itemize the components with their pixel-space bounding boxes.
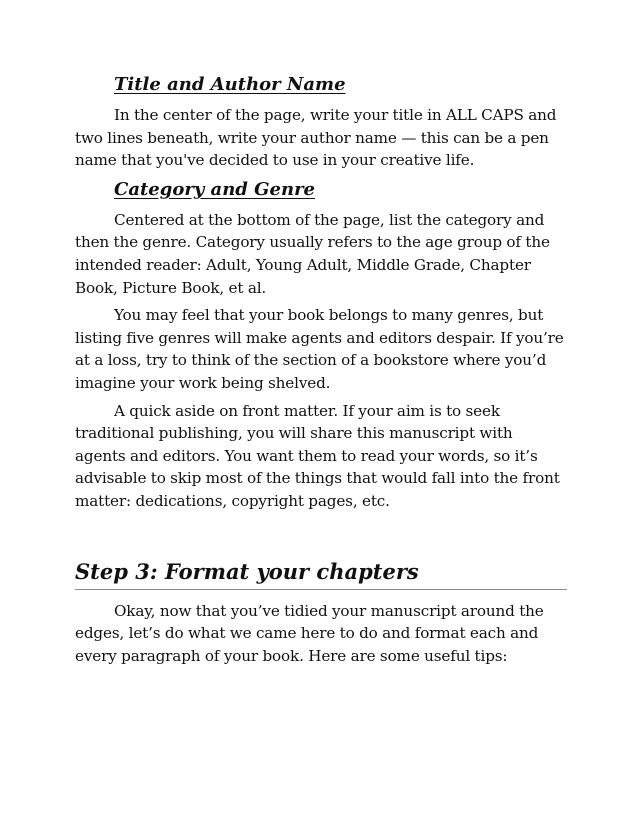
- title-author-paragraph: In the center of the page, write your title in ALL CAPS and two lines beneath, write your author name — this can be a pen name that you've decided to use in your creative life.: [75, 106, 557, 170]
- category-genre-heading: Category and Genre: [114, 178, 316, 200]
- category-genre-paragraph-1: Centered at the bottom of the page, list the category and then the genre. Category usually refers to the age group of the intended reader: Adult, Young Adult, Middle Grade, Chapter Book, Picture Book, et al.: [75, 210, 550, 297]
- step-3-heading: Step 3: Format your chapters: [75, 557, 567, 590]
- title-author-heading: Title and Author Name: [114, 74, 346, 95]
- document-page: [75, 72, 567, 672]
- step-3-paragraph: Okay, now that you’ve tidied your manuscript around the edges, let’s do what we came here to do and format each and every paragraph of your book. Here are some useful tips:: [75, 601, 544, 665]
- category-genre-paragraph-3: A quick aside on front matter. If your aim is to seek traditional publishing, you will share this manuscript with agents and editors. You want them to read your words, so it’s advisable to skip most of the things that would fall into the front matter: dedications, copyright pages, etc.: [75, 401, 560, 510]
- category-genre-paragraph-2: You may feel that your book belongs to many genres, but listing five genres will make agents and editors despair. If you’re at a loss, try to think of the section of a bookstore where you’d imagine your work being shelved.: [75, 306, 564, 392]
